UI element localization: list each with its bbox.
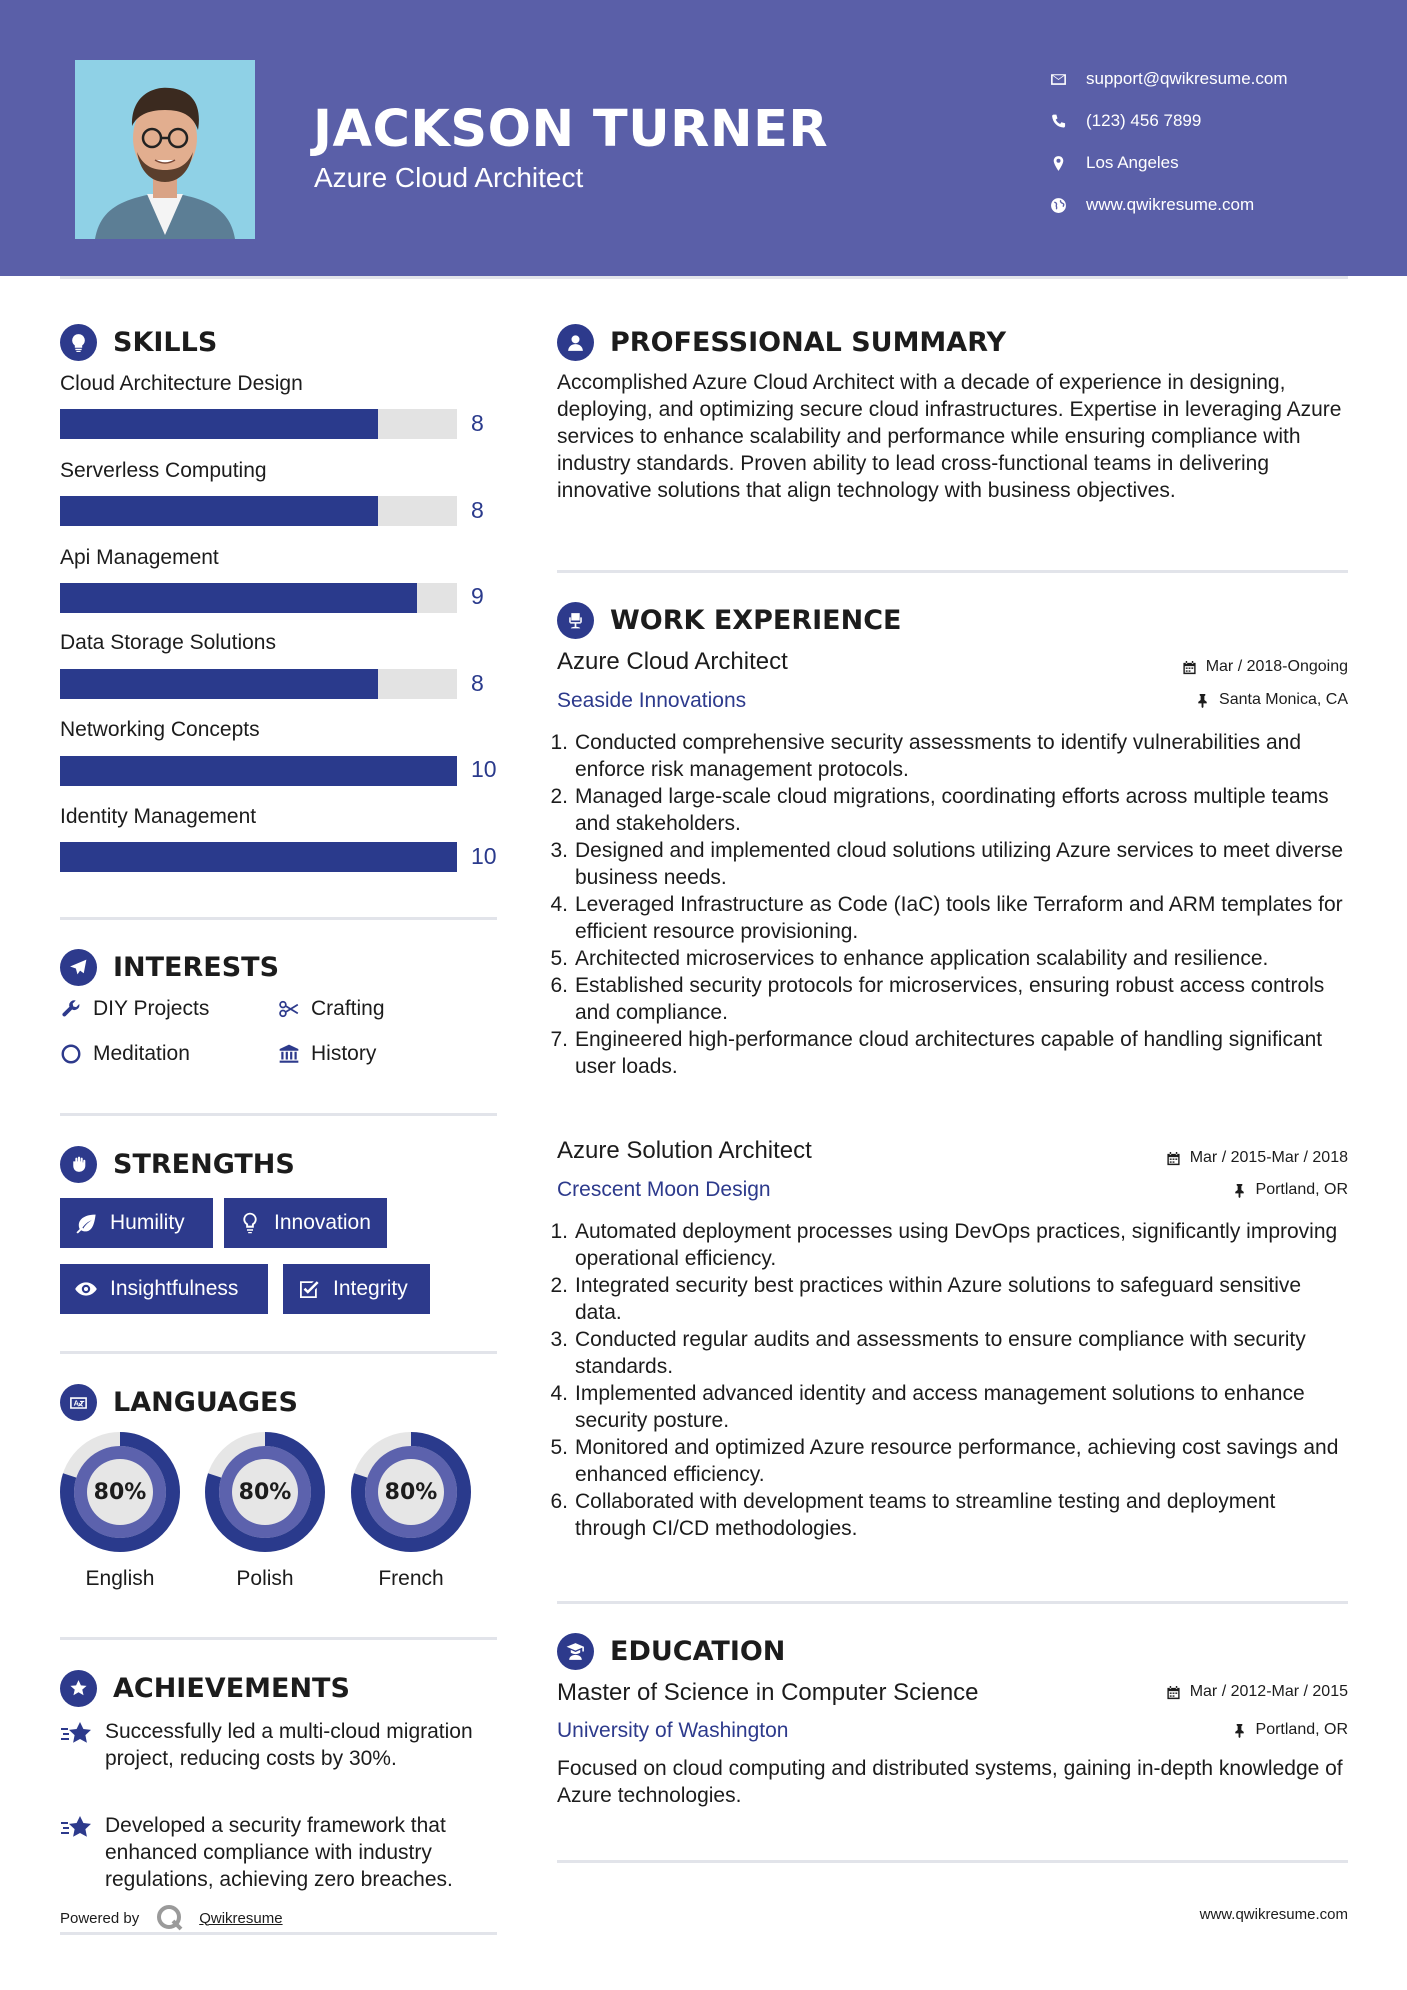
- language-item: [350, 1431, 472, 1591]
- job-location: Portland, OR: [1232, 1181, 1348, 1199]
- lightbulb-icon: [238, 1211, 262, 1235]
- skill-value: 9: [471, 583, 484, 609]
- footer-website[interactable]: www.qwikresume.com: [1199, 1906, 1348, 1923]
- section-divider: [60, 1351, 497, 1354]
- language-item: [204, 1431, 326, 1591]
- contact-location: [1050, 142, 1288, 184]
- language-name: Polish: [236, 1567, 294, 1590]
- list-item: 5. Architected microservices to enhance application scalability and resilience.: [550, 947, 1269, 970]
- skill-bar-fill: [60, 496, 378, 526]
- lightbulb-icon: [60, 324, 97, 361]
- interest-item: DIY Projects: [60, 997, 209, 1021]
- globe-icon: [1050, 197, 1086, 214]
- profile-photo: [75, 60, 255, 239]
- list-item: 5. Monitored and optimized Azure resource performance, achieving cost savings and enhanced efficiency.: [550, 1436, 1339, 1486]
- skill-bar-fill: [60, 583, 417, 613]
- section-divider: [557, 1860, 1348, 1863]
- strengths-heading: STRENGTHS: [60, 1146, 295, 1183]
- interest-item: Crafting: [278, 997, 385, 1021]
- language-percent: 80%: [93, 1479, 147, 1505]
- graduate-icon: [557, 1633, 594, 1670]
- section-divider: [60, 1637, 497, 1640]
- list-item: 6. Established security protocols for microservices, ensuring robust access controls and compliance.: [550, 974, 1325, 1024]
- contact-website[interactable]: [1050, 184, 1288, 226]
- section-divider: [60, 1932, 497, 1935]
- job-company: Seaside Innovations: [557, 689, 747, 712]
- language-name: English: [85, 1567, 155, 1590]
- skill-bar: [60, 583, 457, 613]
- list-item: 3. Designed and implemented cloud solutions utilizing Azure services to meet diverse business needs.: [550, 839, 1344, 889]
- powered-by: Powered by Qwikresume: [60, 1903, 283, 1933]
- checkbox-icon: [297, 1277, 321, 1301]
- job-dates: Mar / 2018-Ongoing: [1182, 658, 1348, 676]
- skill-value: 10: [471, 756, 497, 782]
- candidate-role: Azure Cloud Architect: [314, 162, 584, 193]
- list-item: 4. Leveraged Infrastructure as Code (IaC) tools like Terraform and ARM templates for efficient resource provisioning.: [550, 893, 1343, 943]
- contact-list: [1050, 58, 1288, 226]
- calendar-icon: [1166, 1151, 1181, 1166]
- skill-label: Serverless Computing: [60, 459, 267, 482]
- skill-bar-fill: [60, 409, 378, 439]
- list-item: 3. Conducted regular audits and assessments to ensure compliance with security standards.: [550, 1328, 1306, 1378]
- skill-bar: [60, 669, 457, 699]
- candidate-name: JACKSON TURNER: [313, 100, 829, 159]
- interests-heading: INTERESTS: [60, 949, 279, 986]
- list-item: 2. Integrated security best practices within Azure solutions to safeguard sensitive data.: [550, 1274, 1302, 1324]
- paper-plane-icon: [60, 949, 97, 986]
- contact-website-text: www.qwikresume.com: [1086, 195, 1255, 214]
- map-pin-icon: [1050, 155, 1086, 172]
- contact-phone[interactable]: [1050, 100, 1288, 142]
- list-item: 7. Engineered high-performance cloud architectures capable of handling significant user loads.: [550, 1028, 1323, 1078]
- education-dates: Mar / 2012-Mar / 2015: [1166, 1683, 1348, 1701]
- list-item: 2. Managed large-scale cloud migrations, coordinating efforts across multiple teams and stakeholders.: [550, 785, 1329, 835]
- job-responsibilities: [550, 1218, 1352, 1542]
- language-name: French: [378, 1567, 444, 1590]
- fist-icon: [60, 1146, 97, 1183]
- section-divider: [557, 570, 1348, 573]
- job-title: Azure Solution Architect: [557, 1137, 812, 1164]
- star-icon: [60, 1720, 94, 1750]
- job-company: Crescent Moon Design: [557, 1178, 771, 1201]
- pushpin-icon: [1232, 1183, 1247, 1198]
- list-item: 1. Automated deployment processes using DevOps practices, significantly improving operational efficiency.: [550, 1220, 1338, 1270]
- star-badge-icon: [60, 1670, 97, 1707]
- experience-heading: WORK EXPERIENCE: [557, 602, 901, 639]
- skill-label: Networking Concepts: [60, 718, 260, 741]
- achievement-item: Successfully led a multi-cloud migration project, reducing costs by 30%.: [60, 1718, 500, 1772]
- scissors-icon: [278, 998, 300, 1020]
- phone-icon: [1050, 113, 1086, 130]
- resume-header: [0, 0, 1407, 276]
- interest-item: Meditation: [60, 1042, 190, 1066]
- job-location: Santa Monica, CA: [1195, 691, 1348, 709]
- languages-heading: LANGUAGES: [60, 1384, 298, 1421]
- qwikresume-logo-icon: [155, 1903, 185, 1933]
- achievement-item: Developed a security framework that enhanced compliance with industry regulations, achieving zero breaches.: [60, 1812, 500, 1893]
- skill-label: Cloud Architecture Design: [60, 372, 303, 395]
- skill-label: Data Storage Solutions: [60, 631, 276, 654]
- section-divider: [60, 1113, 497, 1116]
- skill-value: 8: [471, 497, 484, 523]
- job-dates: Mar / 2015-Mar / 2018: [1166, 1149, 1348, 1167]
- skill-value: 8: [471, 410, 484, 436]
- skills-heading: SKILLS: [60, 324, 217, 361]
- skill-bar-fill: [60, 842, 457, 872]
- section-divider: [557, 1601, 1348, 1604]
- leaf-icon: [74, 1211, 98, 1235]
- school-name: University of Washington: [557, 1719, 789, 1742]
- list-item: 6. Collaborated with development teams to streamline testing and deployment through CI/CD methodologies.: [550, 1490, 1276, 1540]
- contact-email-text: support@qwikresume.com: [1086, 69, 1288, 88]
- summary-text: Accomplished Azure Cloud Architect with a decade of experience in designing, deploying, and optimizing secure cloud infrastructures. Expertise in leveraging Azure services to enhance scalability and performance while ensuring compliance with industry standards. Proven ability to lead cross-functional teams in delivering innovative solutions that align technology with business objectives.: [557, 371, 1342, 502]
- pushpin-icon: [1195, 693, 1210, 708]
- skill-label: Identity Management: [60, 805, 257, 828]
- language-percent: 80%: [238, 1479, 292, 1505]
- language-item: [59, 1431, 181, 1591]
- circle-icon: [60, 1043, 82, 1065]
- strength-chip: Insightfulness: [60, 1264, 268, 1314]
- contact-location-text: Los Angeles: [1086, 153, 1179, 172]
- job-title: Azure Cloud Architect: [557, 648, 788, 675]
- office-chair-icon: [557, 602, 594, 639]
- section-divider: [60, 917, 497, 920]
- education-location: Portland, OR: [1232, 1721, 1348, 1739]
- strength-chip: Humility: [60, 1198, 213, 1248]
- education-description: Focused on cloud computing and distributed systems, gaining in-depth knowledge of Azure technologies.: [557, 1757, 1343, 1807]
- skill-bar-fill: [60, 756, 457, 786]
- achievements-heading: ACHIEVEMENTS: [60, 1670, 350, 1707]
- wrench-icon: [60, 998, 82, 1020]
- degree-title: Master of Science in Computer Science: [557, 1679, 979, 1706]
- contact-phone-text: (123) 456 7899: [1086, 111, 1202, 130]
- job-responsibilities: [550, 729, 1352, 1080]
- skill-value: 8: [471, 670, 484, 696]
- calendar-icon: [1182, 660, 1197, 675]
- education-heading: EDUCATION: [557, 1633, 785, 1670]
- museum-icon: [278, 1043, 300, 1065]
- skill-label: Api Management: [60, 546, 219, 569]
- summary-heading: PROFESSIONAL SUMMARY: [557, 324, 1006, 361]
- interest-item: History: [278, 1042, 376, 1066]
- header-divider: [60, 276, 1348, 279]
- strength-chip: Innovation: [224, 1198, 387, 1248]
- qwikresume-link[interactable]: Qwikresume: [199, 1909, 283, 1927]
- list-item: 4. Implemented advanced identity and access management solutions to enhance security posture.: [550, 1382, 1305, 1432]
- skill-bar: [60, 496, 457, 526]
- contact-email[interactable]: [1050, 58, 1288, 100]
- skill-value: 10: [471, 843, 497, 869]
- skill-bar-fill: [60, 669, 378, 699]
- calendar-icon: [1166, 1685, 1181, 1700]
- list-item: 1. Conducted comprehensive security assessments to identify vulnerabilities and enforce risk management protocols.: [550, 731, 1302, 781]
- envelope-icon: [1050, 71, 1086, 88]
- skill-bar: [60, 409, 457, 439]
- user-icon: [557, 324, 594, 361]
- language-percent: 80%: [384, 1479, 438, 1505]
- strength-chip: Integrity: [283, 1264, 430, 1314]
- language-icon: [60, 1384, 97, 1421]
- eye-icon: [74, 1277, 98, 1301]
- pushpin-icon: [1232, 1723, 1247, 1738]
- skill-bar: [60, 842, 457, 872]
- star-icon: [60, 1814, 94, 1844]
- skill-bar: [60, 756, 457, 786]
